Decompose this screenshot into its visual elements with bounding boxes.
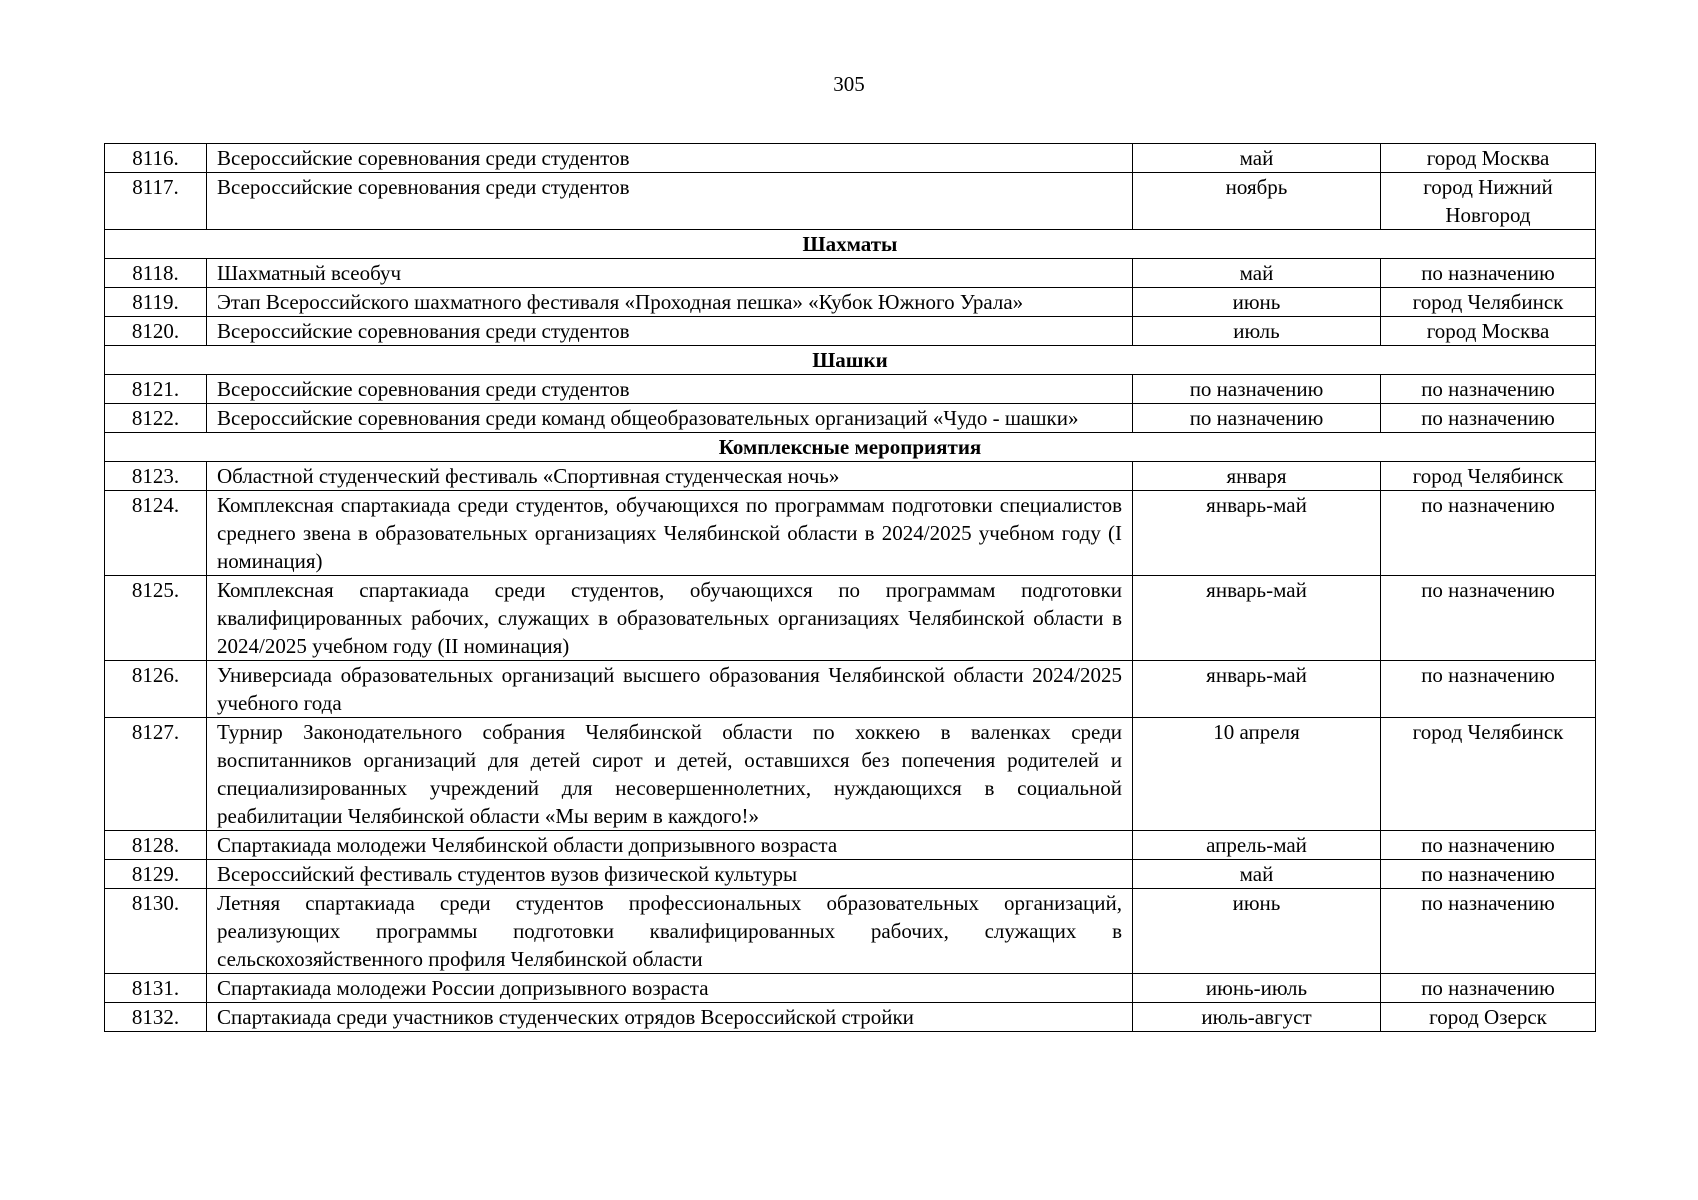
event-number: 8124. bbox=[105, 491, 207, 576]
event-name: Спартакиада среди участников студенческих отрядов Всероссийской стройки bbox=[207, 1003, 1133, 1032]
event-number: 8122. bbox=[105, 404, 207, 433]
events-table bbox=[104, 143, 1596, 1032]
event-place: по назначению bbox=[1381, 889, 1596, 974]
event-place: город Озерск bbox=[1381, 1003, 1596, 1032]
event-date: январь-май bbox=[1133, 491, 1381, 576]
event-name: Летняя спартакиада среди студентов профессиональных образовательных организаций, реализующих программы подготовки квалифицированных рабочих, служащих в сельскохозяйственного профиля Челябинской области bbox=[207, 889, 1133, 974]
event-row bbox=[105, 889, 1596, 974]
event-number: 8127. bbox=[105, 718, 207, 831]
event-place: по назначению bbox=[1381, 974, 1596, 1003]
event-name: Областной студенческий фестиваль «Спортивная студенческая ночь» bbox=[207, 462, 1133, 491]
event-row bbox=[105, 288, 1596, 317]
event-date: ноябрь bbox=[1133, 173, 1381, 230]
event-place: город Челябинск bbox=[1381, 718, 1596, 831]
event-date: май bbox=[1133, 144, 1381, 173]
event-number: 8119. bbox=[105, 288, 207, 317]
event-name: Шахматный всеобуч bbox=[207, 259, 1133, 288]
event-row bbox=[105, 462, 1596, 491]
event-place: город Москва bbox=[1381, 144, 1596, 173]
event-place: по назначению bbox=[1381, 491, 1596, 576]
event-name: Универсиада образовательных организаций высшего образования Челябинской области 2024/2025 учебного года bbox=[207, 661, 1133, 718]
section-title: Шашки bbox=[105, 346, 1596, 375]
event-date: 10 апреля bbox=[1133, 718, 1381, 831]
event-date: июль-август bbox=[1133, 1003, 1381, 1032]
event-row bbox=[105, 576, 1596, 661]
section-header-row bbox=[105, 346, 1596, 375]
event-name: Всероссийские соревнования среди студентов bbox=[207, 173, 1133, 230]
event-place: по назначению bbox=[1381, 576, 1596, 661]
event-row bbox=[105, 1003, 1596, 1032]
event-name: Всероссийские соревнования среди студентов bbox=[207, 144, 1133, 173]
event-number: 8128. bbox=[105, 831, 207, 860]
event-name: Всероссийские соревнования среди студентов bbox=[207, 375, 1133, 404]
event-number: 8117. bbox=[105, 173, 207, 230]
event-name: Всероссийские соревнования среди студентов bbox=[207, 317, 1133, 346]
section-header-row bbox=[105, 230, 1596, 259]
event-row bbox=[105, 144, 1596, 173]
event-place: город Нижний Новгород bbox=[1381, 173, 1596, 230]
event-date: апрель-май bbox=[1133, 831, 1381, 860]
event-number: 8120. bbox=[105, 317, 207, 346]
event-place: город Москва bbox=[1381, 317, 1596, 346]
event-number: 8131. bbox=[105, 974, 207, 1003]
event-place: город Челябинск bbox=[1381, 462, 1596, 491]
event-row bbox=[105, 718, 1596, 831]
event-date: январь-май bbox=[1133, 661, 1381, 718]
event-date: июнь bbox=[1133, 288, 1381, 317]
event-date: май bbox=[1133, 259, 1381, 288]
event-name: Комплексная спартакиада среди студентов, обучающихся по программам подготовки специалистов среднего звена в образовательных организациях Челябинской области в 2024/2025 учебном году (I номинация) bbox=[207, 491, 1133, 576]
event-place: по назначению bbox=[1381, 404, 1596, 433]
event-name: Этап Всероссийского шахматного фестиваля «Проходная пешка» «Кубок Южного Урала» bbox=[207, 288, 1133, 317]
page-number: 305 bbox=[833, 72, 865, 96]
event-date: май bbox=[1133, 860, 1381, 889]
event-number: 8116. bbox=[105, 144, 207, 173]
event-row bbox=[105, 831, 1596, 860]
event-number: 8125. bbox=[105, 576, 207, 661]
event-date: июль bbox=[1133, 317, 1381, 346]
event-place: по назначению bbox=[1381, 661, 1596, 718]
event-row bbox=[105, 317, 1596, 346]
event-name: Спартакиада молодежи Челябинской области допризывного возраста bbox=[207, 831, 1133, 860]
event-name: Спартакиада молодежи России допризывного возраста bbox=[207, 974, 1133, 1003]
event-place: по назначению bbox=[1381, 375, 1596, 404]
event-date: по назначению bbox=[1133, 404, 1381, 433]
event-date: января bbox=[1133, 462, 1381, 491]
event-place: по назначению bbox=[1381, 259, 1596, 288]
section-title: Шахматы bbox=[105, 230, 1596, 259]
event-date: июнь-июль bbox=[1133, 974, 1381, 1003]
events-table-body bbox=[105, 144, 1596, 1032]
event-number: 8126. bbox=[105, 661, 207, 718]
event-place: город Челябинск bbox=[1381, 288, 1596, 317]
event-row bbox=[105, 860, 1596, 889]
event-name: Всероссийский фестиваль студентов вузов физической культуры bbox=[207, 860, 1133, 889]
event-name: Всероссийские соревнования среди команд общеобразовательных организаций «Чудо - шашки» bbox=[207, 404, 1133, 433]
event-number: 8123. bbox=[105, 462, 207, 491]
event-number: 8118. bbox=[105, 259, 207, 288]
event-name: Турнир Законодательного собрания Челябинской области по хоккею в валенках среди воспитанников организаций для детей сирот и детей, оставшихся без попечения родителей и специализированных учреждений для несовершеннолетних, нуждающихся в социальной реабилитации Челябинской области «Мы верим в каждого!» bbox=[207, 718, 1133, 831]
event-row bbox=[105, 404, 1596, 433]
event-number: 8130. bbox=[105, 889, 207, 974]
event-row bbox=[105, 259, 1596, 288]
event-number: 8132. bbox=[105, 1003, 207, 1032]
event-date: июнь bbox=[1133, 889, 1381, 974]
event-name: Комплексная спартакиада среди студентов, обучающихся по программам подготовки квалифицированных рабочих, служащих в образовательных организациях Челябинской области в 2024/2025 учебном году (II номинация) bbox=[207, 576, 1133, 661]
event-row bbox=[105, 173, 1596, 230]
event-row bbox=[105, 661, 1596, 718]
section-title: Комплексные мероприятия bbox=[105, 433, 1596, 462]
event-date: по назначению bbox=[1133, 375, 1381, 404]
event-number: 8129. bbox=[105, 860, 207, 889]
event-place: по назначению bbox=[1381, 860, 1596, 889]
event-row bbox=[105, 974, 1596, 1003]
event-row bbox=[105, 375, 1596, 404]
event-row bbox=[105, 491, 1596, 576]
event-place: по назначению bbox=[1381, 831, 1596, 860]
section-header-row bbox=[105, 433, 1596, 462]
event-date: январь-май bbox=[1133, 576, 1381, 661]
event-number: 8121. bbox=[105, 375, 207, 404]
